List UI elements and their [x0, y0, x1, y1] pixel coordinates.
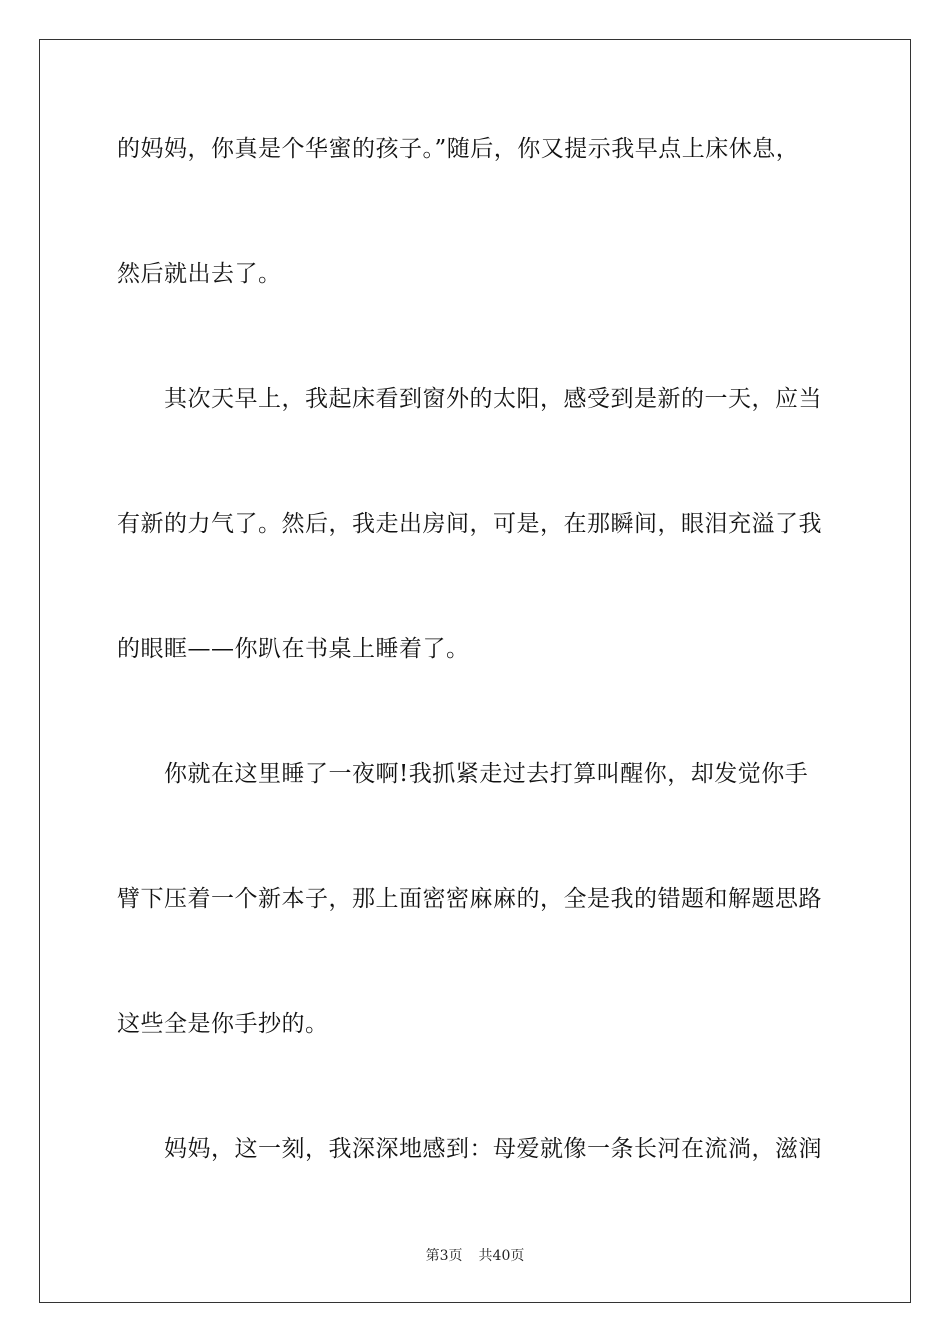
text-line: 臂下压着一个新本子，那上面密密麻麻的，全是我的错题和解题思路 [117, 886, 822, 912]
paragraph-start-line: 妈妈，这一刻，我深深地感到：母爱就像一条长河在流淌，滋润 [164, 1136, 822, 1162]
text-line: 有新的力气了。然后，我走出房间，可是，在那瞬间，眼泪充溢了我 [117, 511, 822, 537]
text-line: 的妈妈，你真是个华蜜的孩子。”随后，你又提示我早点上床休息， [117, 136, 800, 162]
paragraph-start-line: 你就在这里睡了一夜啊!我抓紧走过去打算叫醒你，却发觉你手 [164, 761, 809, 787]
text-line: 的眼眶——你趴在书桌上睡着了。 [117, 636, 470, 662]
page-border [39, 39, 911, 1303]
page-footer [0, 1246, 950, 1266]
paragraph-start-line: 其次天早上，我起床看到窗外的太阳，感受到是新的一天，应当 [164, 386, 822, 412]
text-line: 然后就出去了。 [117, 261, 282, 287]
page-total: 共40页 [478, 1248, 525, 1264]
text-line: 这些全是你手抄的。 [117, 1011, 329, 1037]
page-number: 第3页 [425, 1248, 463, 1264]
